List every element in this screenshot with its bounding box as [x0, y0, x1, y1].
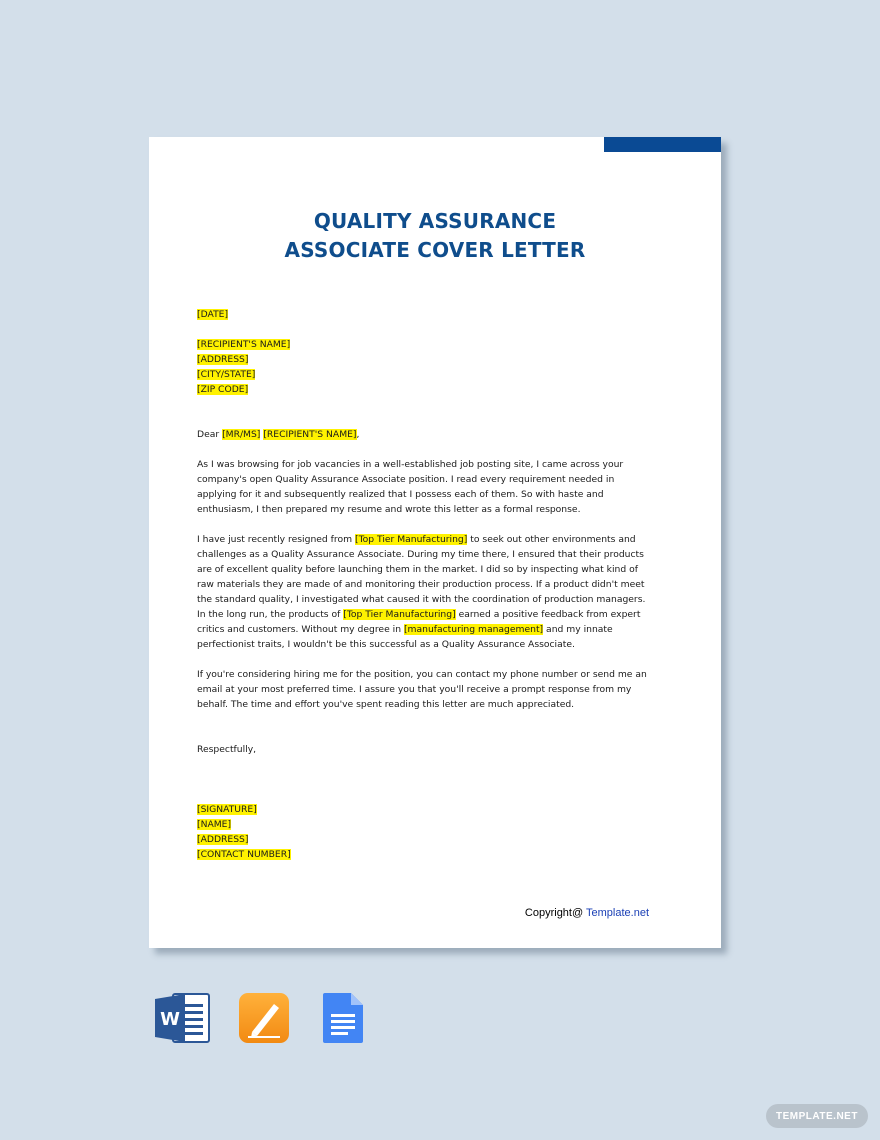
company-placeholder-2: [Top Tier Manufacturing]: [343, 609, 456, 620]
paragraph-3: If you're considering hiring me for the position, you can contact my phone number or send me an email at your most preferred time. I assure you that you'll receive a prompt response from my behalf. The time and effort you've spent reading this letter are much appreciated.: [197, 669, 647, 710]
copyright: Copyright@ Template.net: [524, 907, 649, 919]
closing: Respectfully,: [197, 744, 257, 755]
google-docs-icon[interactable]: [321, 992, 376, 1044]
template-net-watermark: TEMPLATE.NET: [766, 1104, 868, 1128]
salutation-name: [RECIPIENT'S NAME]: [263, 429, 357, 440]
sender-contact: [CONTACT NUMBER]: [197, 849, 291, 860]
signature-placeholder: [SIGNATURE]: [197, 804, 257, 815]
salutation: Dear [MR/MS] [RECIPIENT'S NAME],: [197, 429, 360, 440]
accent-bar: [604, 137, 721, 152]
recipient-block: [197, 337, 649, 397]
title-line-2: ASSOCIATE COVER LETTER: [284, 238, 586, 262]
recipient-zip: [ZIP CODE]: [197, 384, 249, 395]
paragraph-1: As I was browsing for job vacancies in a well-established job posting site, I came across your company's open Quality Assurance Associate position. I read every requirement needed in applying for it and subsequently realized that I possess each of them. So with haste and enthusiasm, I then prepared my resume and wrote this letter as a formal response.: [197, 459, 624, 515]
date-placeholder: [DATE]: [197, 309, 229, 320]
word-letter: W: [160, 1009, 180, 1030]
recipient-city-state: [CITY/STATE]: [197, 369, 256, 380]
document-title: [149, 207, 721, 265]
copyright-link[interactable]: Template.net: [586, 907, 649, 919]
recipient-address: [ADDRESS]: [197, 354, 249, 365]
degree-placeholder: [manufacturing management]: [403, 624, 544, 635]
signature-block: [197, 802, 649, 862]
apple-pages-icon[interactable]: [238, 992, 293, 1044]
sender-address: [ADDRESS]: [197, 834, 249, 845]
paragraph-2: I have just recently resigned from [Top Tier Manufacturing] to seek out other environments and challenges as a Quality Assurance Associate. During my time there, I ensured that their products are of excellent quality before launching them in the market. I did so by inspecting what kind of raw materials they are made of and monitoring their production process. If a product didn't meet the standard quality, I investigated what caused it with the coordination of production managers. In the long run, the products of [Top Tier Manufacturing] earned a positive feedback from expert critics and customers. Without my degree in [manufacturing management] and my innate perfectionist traits, I wouldn't be this successful as a Quality Assurance Associate.: [197, 534, 646, 650]
microsoft-word-icon[interactable]: [155, 992, 210, 1044]
sender-name: [NAME]: [197, 819, 232, 830]
recipient-name: [RECIPIENT'S NAME]: [197, 339, 291, 350]
company-placeholder-1: [Top Tier Manufacturing]: [354, 534, 468, 545]
letter-page: [149, 137, 721, 948]
app-icons: [155, 992, 376, 1044]
salutation-title: [MR/MS]: [222, 429, 261, 440]
letter-body: [197, 307, 649, 862]
title-line-1: QUALITY ASSURANCE: [313, 209, 557, 233]
